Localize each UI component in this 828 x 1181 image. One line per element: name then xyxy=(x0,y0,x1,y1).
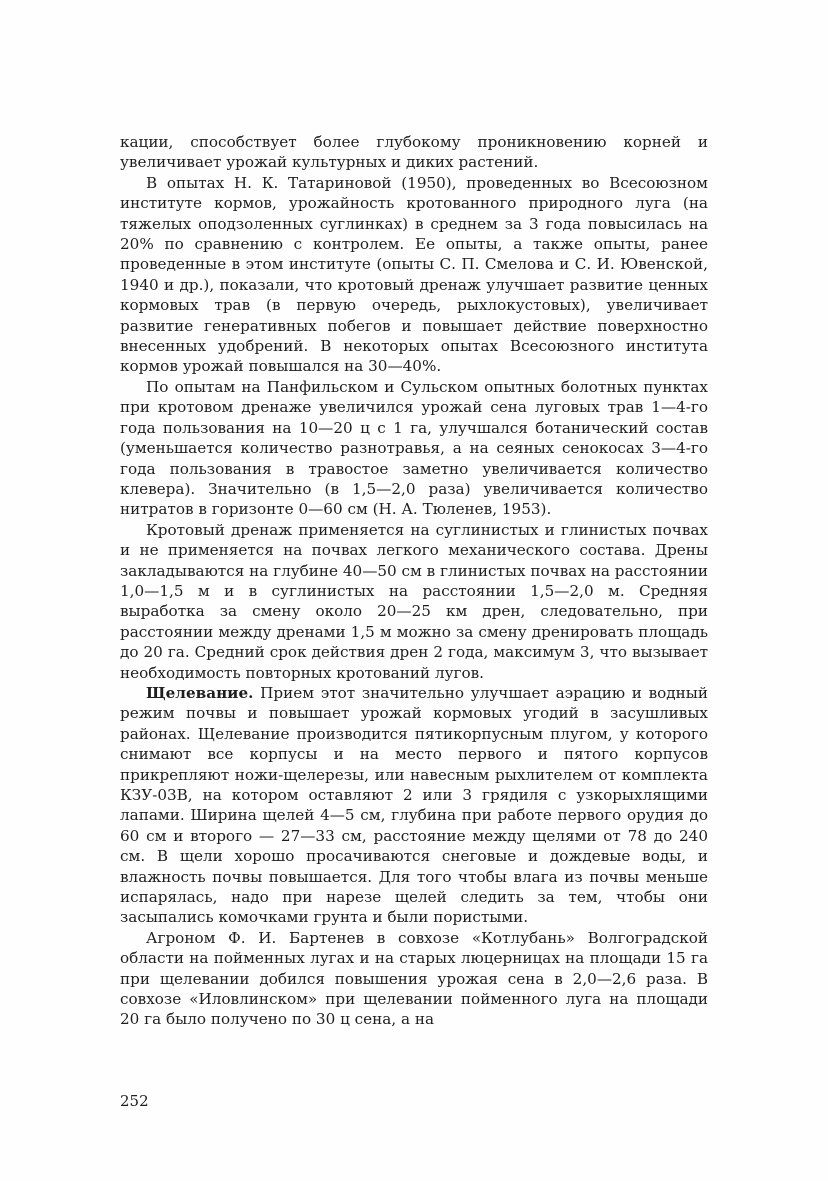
paragraph-tatarinova-experiments: В опытах Н. К. Татариновой (1950), проведенных во Всесоюзном институте кормов, урожайность кротованного природного луга (на тяжелых оподзоленных суглинках) в среднем за 3 года повысилась на 20% по сравнению с контролем. Ее опыты, а также опыты, ранее проведенные в этом институте (опыты С. П. Смелова и С. И. Ювенской, 1940 и др.), показали, что кротовый дренаж улучшает развитие ценных кормовых трав (в первую очередь, рыхлокустовых), увеличивает развитие генеративных побегов и повышает действие поверхностно внесенных удобрений. В некоторых опытах Всесоюзного института кормов урожай повышался на 30—40%. xyxy=(120,173,708,376)
paragraph-panfilsky-experiments: По опытам на Панфильском и Сульском опытных болотных пунктах при кротовом дренаже увеличился урожай сена луговых трав 1—4-го года пользования на 10—20 ц с 1 га, улучшался ботанический состав (уменьшается количество разнотравья, а на сеяных сенокосах 3—4-го года пользования в травостое заметно увеличивается количество клевера). Значительно (в 1,5—2,0 раза) увеличивается количество нитратов в горизонте 0—60 см (Н. А. Тюленев, 1953). xyxy=(120,377,708,519)
page-number: 252 xyxy=(120,1092,149,1110)
paragraph-continuation: кации, способствует более глубокому проникновению корней и увеличивает урожай культурных и диких растений. xyxy=(120,133,708,172)
paragraph-slitting xyxy=(120,683,708,928)
paragraph-bartenev: Агроном Ф. И. Бартенев в совхозе «Котлубань» Волгоградской области на пойменных лугах и на старых люцерницах на площади 15 га при щелевании добился повышения урожая сена в 2,0—2,6 раза. В совхозе «Иловлинском» при щелевании пойменного луга на площади 20 га было получено по 30 ц сена, а на xyxy=(120,928,708,1029)
body-text xyxy=(120,132,708,1030)
slitting-body: Прием этот значительно улучшает аэрацию и водный режим почвы и повышает урожай кормовых угодий в засушливых районах. Щелевание производится пятикорпусным плугом, у которого снимают все корпусы и на место первого и пятого корпусов прикрепляют ножи-щелерезы, или навесным рыхлителем от комплекта КЗУ-03В, на котором оставляют 2 или 3 грядиля с узкорыхлящими лапами. Ширина щелей 4—5 см, глубина при работе первого орудия до 60 см и второго — 27—33 см, расстояние между щелями от 78 до 240 см. В щели хорошо просачиваются снеговые и дождевые воды, и влажность почвы повышается. Для того чтобы влага из почвы меньше испарялась, надо при нарезе щелей следить за тем, чтобы они засыпались комочками грунта и были пористыми. xyxy=(120,683,708,927)
paragraph-mole-drainage: Кротовый дренаж применяется на суглинистых и глинистых почвах и не применяется на почвах легкого механического состава. Дрены закладываются на глубине 40—50 см в глинистых почвах на расстоянии 1,0—1,5 м и в суглинистых на расстоянии 1,5—2,0 м. Средняя выработка за смену около 20—25 км дрен, следовательно, при расстоянии между дренами 1,5 м можно за смену дренировать площадь до 20 га. Средний срок действия дрен 2 года, максимум 3, что вызывает необходимость повторных кротований лугов. xyxy=(120,520,709,682)
slitting-heading: Щелевание. xyxy=(146,683,254,702)
